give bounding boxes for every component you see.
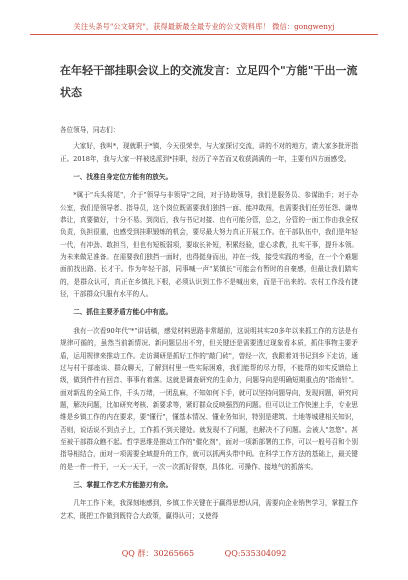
footer-qq: QQ:535304092 (224, 549, 287, 558)
section-heading-3: 三、掌握工作艺术方能游刃有余。 (73, 480, 173, 489)
paragraph-section-3: 几年工作下来，我深刻地感到，乡镇工作关键在于赢得思想认同，需要向企业销售学习，掌握工作艺术，既把工作做到既符合大政策，赢得认可；又使得 (60, 499, 358, 520)
document-body (60, 124, 358, 522)
footer-qq-group: QQ 群：30265665 (121, 549, 195, 558)
header-banner: 关注头条号"公文研究"，获得最新最全最专业的公文资料库！ 微信：gongwenyj (73, 22, 335, 31)
document-title: 在年轻干部挂职会议上的交流发言：立足四个"方能"干出一流状态 (60, 64, 358, 99)
paragraph-intro: 大家好，我叫*，现就职于*镇，今天很荣幸，与大家探讨交流，讲的不对的地方，请大家多批评指正。2018年，我与大家一样被选派到*挂职，经历了辛苦而又收获满满的一年，主要有四方面感受。 (60, 142, 358, 163)
section-heading-2: 二、抓住主要矛盾方能心中有底。 (73, 308, 173, 317)
header-divider (30, 34, 378, 35)
section-heading-1: 一、找准自身定位方能有的放矢。 (73, 173, 173, 182)
salutation: 各位领导，同志们： (60, 126, 120, 134)
paragraph-section-2: 我有一次看90年代"*"讲话稿，感觉材料思路非常超前，这说明其实20多年以来抓工作的方法是有规律可循的，虽然当前新情况、新问题层出不穷，但关键还是需要透过现象看本质，抓住事物主要矛盾，运用规律来推动工作。走访调研是抓好工作的"敲门砖"，曾经一次，我跟着刘书记到乡下走访，通过与村干部座谈、群众聊天，了解到村里一些实际困难，我们能帮的尽力帮，不能帮的如实反馈给上级，做到件件有回音、事事有着落。这就是调查研究的生命力，问题导向是明确短期重点的"指南针"。面对新乱的全局工作，千头万绪，一团乱麻，不知如何下手，就可以坚持问题导向，发现问题，研究问题，解决问题，比如研究考核、新要求等，紧盯群众反映强烈的问题。但可以让工作快速上手，专业思维是乡镇工作的内在要求，要"懂行"，懂基本情况、懂业务知识，特别是建筑、土地等城建相关知识，否则，说话说不到点子上，工作抓不到关键处。就发现不了问题，也解决不了问题。会被人"忽悠"。甚至被干部群众瞧不起。哲学思维是推动工作的"催化剂"，面对一项新部署的工作，可以一般号召和个别指导相结合，面对一项需要全域提升的工作，就可以抓两头带中间。在科学工作方法的基础上，最关键的是一件一件干，一天一天干，一次一次抓好督察，具体化、可操作、接地气的抓落实。 (60, 326, 358, 471)
paragraph-section-1: *属于"兵头将尾"，介于"领导与非领导"之间，对于协助领导，我们是服务员、参谋助手；对于办公室，我们是领导者、指导员，这个岗位既需要我们独挡一面、能冲敢闯，也需要我们任劳任怨、谦卑恭让，真要做好，十分不易。到岗后，我与书记对接、也有可能分管，总之，分管的一面工作由我全权负责，负担很重，也感受到挂职锻炼的机会，要尽最大努力真正开展工作。在干部队伍中，我们是年轻一代，有冲劲、敢担当，但也有短板弱项，要取长补短，积累经验，虚心求教，扎实干事，提升本领。为未来做足准备。在需要我们独挡一面时，也得挺身而出，冲在一线，接受实践的考验，在一个个难题面前找出路、长才干。作为年轻干部，同事喊一声"某镇长"可能会有暂时的自豪感，但最让我们踏实的，是群众认可，真正在乡镇扎下根，必须认识到工作不是喊出来，而是干出来的。农村工作没有捷径，干部群众只服有水平的人。 (60, 191, 358, 299)
footer-contact (0, 548, 408, 559)
